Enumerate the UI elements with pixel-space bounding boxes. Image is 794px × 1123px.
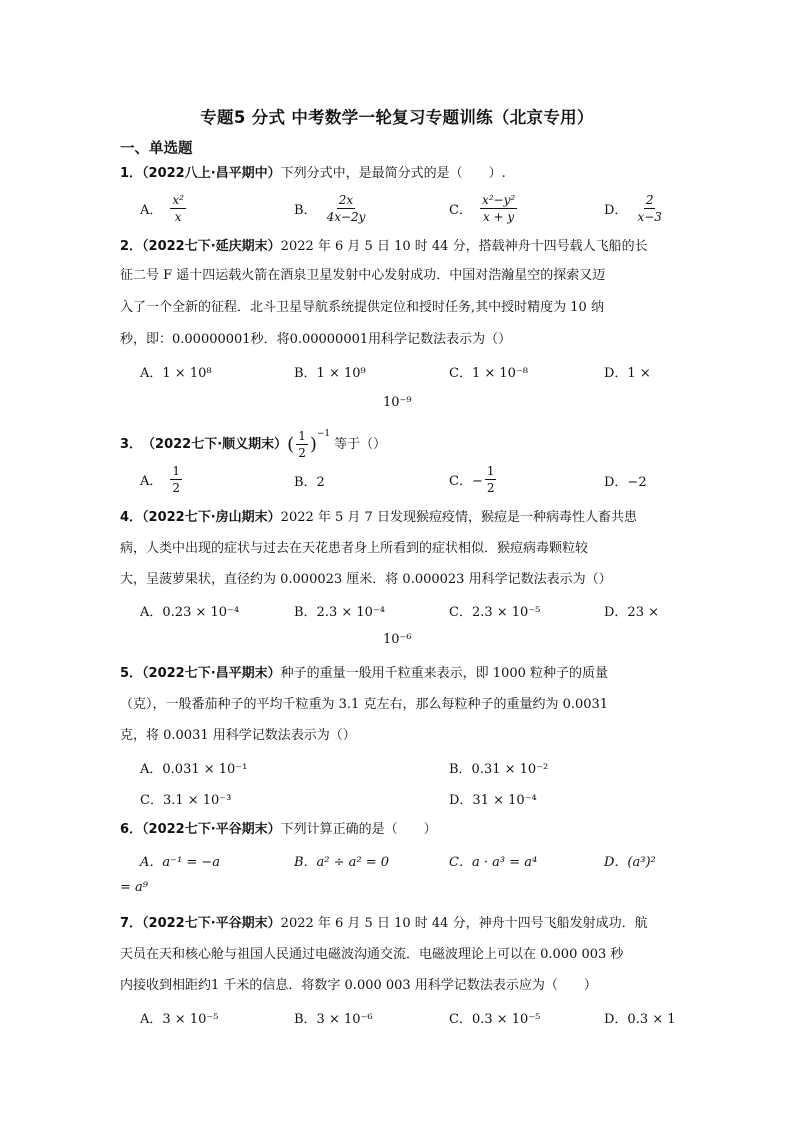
question-2-line-4: 秒，即：0.00000001秒．将0.00000001用科学记数法表示为（） bbox=[120, 332, 512, 347]
option-b: B．0.31 × 10⁻² bbox=[449, 762, 549, 777]
question-source: （2022七下·延庆期末） bbox=[142, 239, 281, 254]
option-b: B．1 × 10⁹ bbox=[294, 366, 366, 381]
option-c: C．3.1 × 10⁻³ bbox=[140, 793, 232, 808]
question-number: 1． bbox=[120, 166, 143, 181]
option-d-wrap: = a⁹ bbox=[120, 880, 148, 895]
question-4-line-3: 大，呈菠萝果状，直径约为 0.000023 厘米．将 0.000023 用科学记数法表示为（） bbox=[120, 572, 612, 587]
option-d: D．1 × bbox=[604, 366, 651, 381]
option-d: D．(a³)² bbox=[604, 855, 656, 870]
question-2-line-3: 入了一个全新的征程．北斗卫星导航系统提供定位和授时任务,其中授时精度为 10 纳 bbox=[120, 300, 604, 315]
option-a: A．0.23 × 10⁻⁴ bbox=[140, 605, 240, 620]
question-2-line-2: 征二号 F 遥十四运载火箭在酒泉卫星发射中心发射成功．中国对浩瀚星空的探索又迈 bbox=[120, 268, 606, 283]
option-d-wrap: 10⁻⁹ bbox=[383, 395, 412, 410]
option-b: B．3 × 10⁻⁶ bbox=[294, 1012, 373, 1027]
question-3-stem: 3． （2022七下·顺义期末） ( $\frac{1}{2}$ ) $^{-1}$ 等于（） bbox=[120, 429, 387, 460]
question-text: 下列分式中，是最简分式的是（ ）. bbox=[280, 166, 506, 181]
option-d: D．31 × 10⁻⁴ bbox=[449, 793, 537, 808]
question-2-stem: 2．（2022七下·延庆期末）2022 年 6 月 5 日 10 时 44 分，搭载神舟十四号载人飞船的长 bbox=[120, 239, 648, 254]
option-c: C．− $\frac{1}{2}$ bbox=[449, 464, 495, 495]
option-a: A．a⁻¹ = −a bbox=[140, 855, 221, 870]
question-4-line-2: 病，人类中出现的症状与过去在天花患者身上所看到的症状相似．猴痘病毒颗粒较 bbox=[120, 541, 589, 556]
page-title: 专题5 分式 中考数学一轮复习专题训练（北京专用） bbox=[200, 108, 594, 127]
option-c: C．0.3 × 10⁻⁵ bbox=[449, 1012, 541, 1027]
fraction: $\frac{\text{x²−y²}}{x + y}$ bbox=[481, 193, 516, 224]
option-d: D．0.3 × 1 bbox=[604, 1012, 676, 1027]
question-source: （2022七下·昌平期末） bbox=[142, 666, 281, 681]
option-c: C． $\frac{\text{x²−y²}}{x + y}$ bbox=[449, 193, 516, 224]
question-5-line-3: 克，将 0.0031 用科学记数法表示为（） bbox=[120, 728, 356, 743]
question-number: 5． bbox=[120, 666, 143, 681]
question-number: 7． bbox=[120, 916, 143, 931]
question-5-line-2: （克），一般番茄种子的平均千粒重为 3.1 克左右，那么每粒种子的重量约为 0.0031 bbox=[120, 697, 609, 712]
question-source: （2022七下·平谷期末） bbox=[142, 822, 281, 837]
question-number: 2． bbox=[120, 239, 143, 254]
fraction: $\frac{\text{x²}}{x}$ bbox=[172, 193, 184, 224]
option-b: B．a² ÷ a² = 0 bbox=[294, 855, 390, 870]
fraction: $\frac{1}{2}$ bbox=[486, 464, 495, 495]
section-heading: 一、单选题 bbox=[120, 141, 193, 157]
question-5-stem: 5．（2022七下·昌平期末）种子的重量一般用千粒重来表示，即 1000 粒种子的质量 bbox=[120, 666, 609, 681]
option-b: B．2 bbox=[294, 475, 325, 490]
question-1-stem bbox=[120, 164, 506, 184]
option-d: D．−2 bbox=[604, 475, 647, 490]
option-a: A．0.031 × 10⁻¹ bbox=[140, 762, 248, 777]
question-7-stem: 7．（2022七下·平谷期末）2022 年 6 月 5 日 10 时 44 分，神舟十四号飞船发射成功．航 bbox=[120, 916, 648, 931]
option-b: B． $\frac{2x}{4x-2y}$ bbox=[294, 193, 366, 224]
question-7-line-2: 天员在天和核心舱与祖国人民通过电磁波沟通交流．电磁波理论上可以在 0.000 003 秒 bbox=[120, 947, 624, 962]
option-a: A． $\frac{1}{2}$ bbox=[140, 464, 181, 495]
question-number: 6． bbox=[120, 822, 143, 837]
option-a: A． $\frac{\text{x²}}{x}$ bbox=[140, 193, 184, 224]
option-c: C．1 × 10⁻⁸ bbox=[449, 366, 528, 381]
option-b: B．2.3 × 10⁻⁴ bbox=[294, 605, 386, 620]
question-source: （2022七下·房山期末） bbox=[142, 510, 281, 525]
option-c: C．a · a³ = a⁴ bbox=[449, 855, 538, 870]
question-source: （2022七下·顺义期末） bbox=[142, 436, 288, 452]
option-d: D． $\frac{2}{x-3}$ bbox=[604, 193, 662, 224]
question-4-stem: 4．（2022七下·房山期末）2022 年 5 月 7 日发现猴痘疫情，猴痘是一种病毒性人畜共患 bbox=[120, 510, 637, 525]
fraction: $\frac{1}{2}$ bbox=[172, 464, 181, 495]
option-a: A．1 × 10⁸ bbox=[140, 366, 212, 381]
question-6-stem: 6．（2022七下·平谷期末）下列计算正确的是（ ） bbox=[120, 822, 437, 837]
fraction: $\frac{1}{2}$ bbox=[298, 429, 306, 460]
question-7-line-3: 内接收到相距约1 千米的信息．将数字 0.000 003 用科学记数法表示应为（ ） bbox=[120, 978, 597, 993]
question-number: 4． bbox=[120, 510, 143, 525]
option-d-wrap: 10⁻⁶ bbox=[383, 632, 412, 647]
option-c: C．2.3 × 10⁻⁵ bbox=[449, 605, 541, 620]
question-source: （2022八上·昌平期中） bbox=[142, 166, 281, 181]
option-a: A．3 × 10⁻⁵ bbox=[140, 1012, 219, 1027]
question-source: （2022七下·平谷期末） bbox=[142, 916, 281, 931]
fraction: $\frac{2x}{4x-2y}$ bbox=[326, 193, 366, 224]
fraction: $\frac{2}{x-3}$ bbox=[637, 193, 662, 224]
question-number: 3． bbox=[120, 436, 143, 452]
option-d: D．23 × bbox=[604, 605, 659, 620]
